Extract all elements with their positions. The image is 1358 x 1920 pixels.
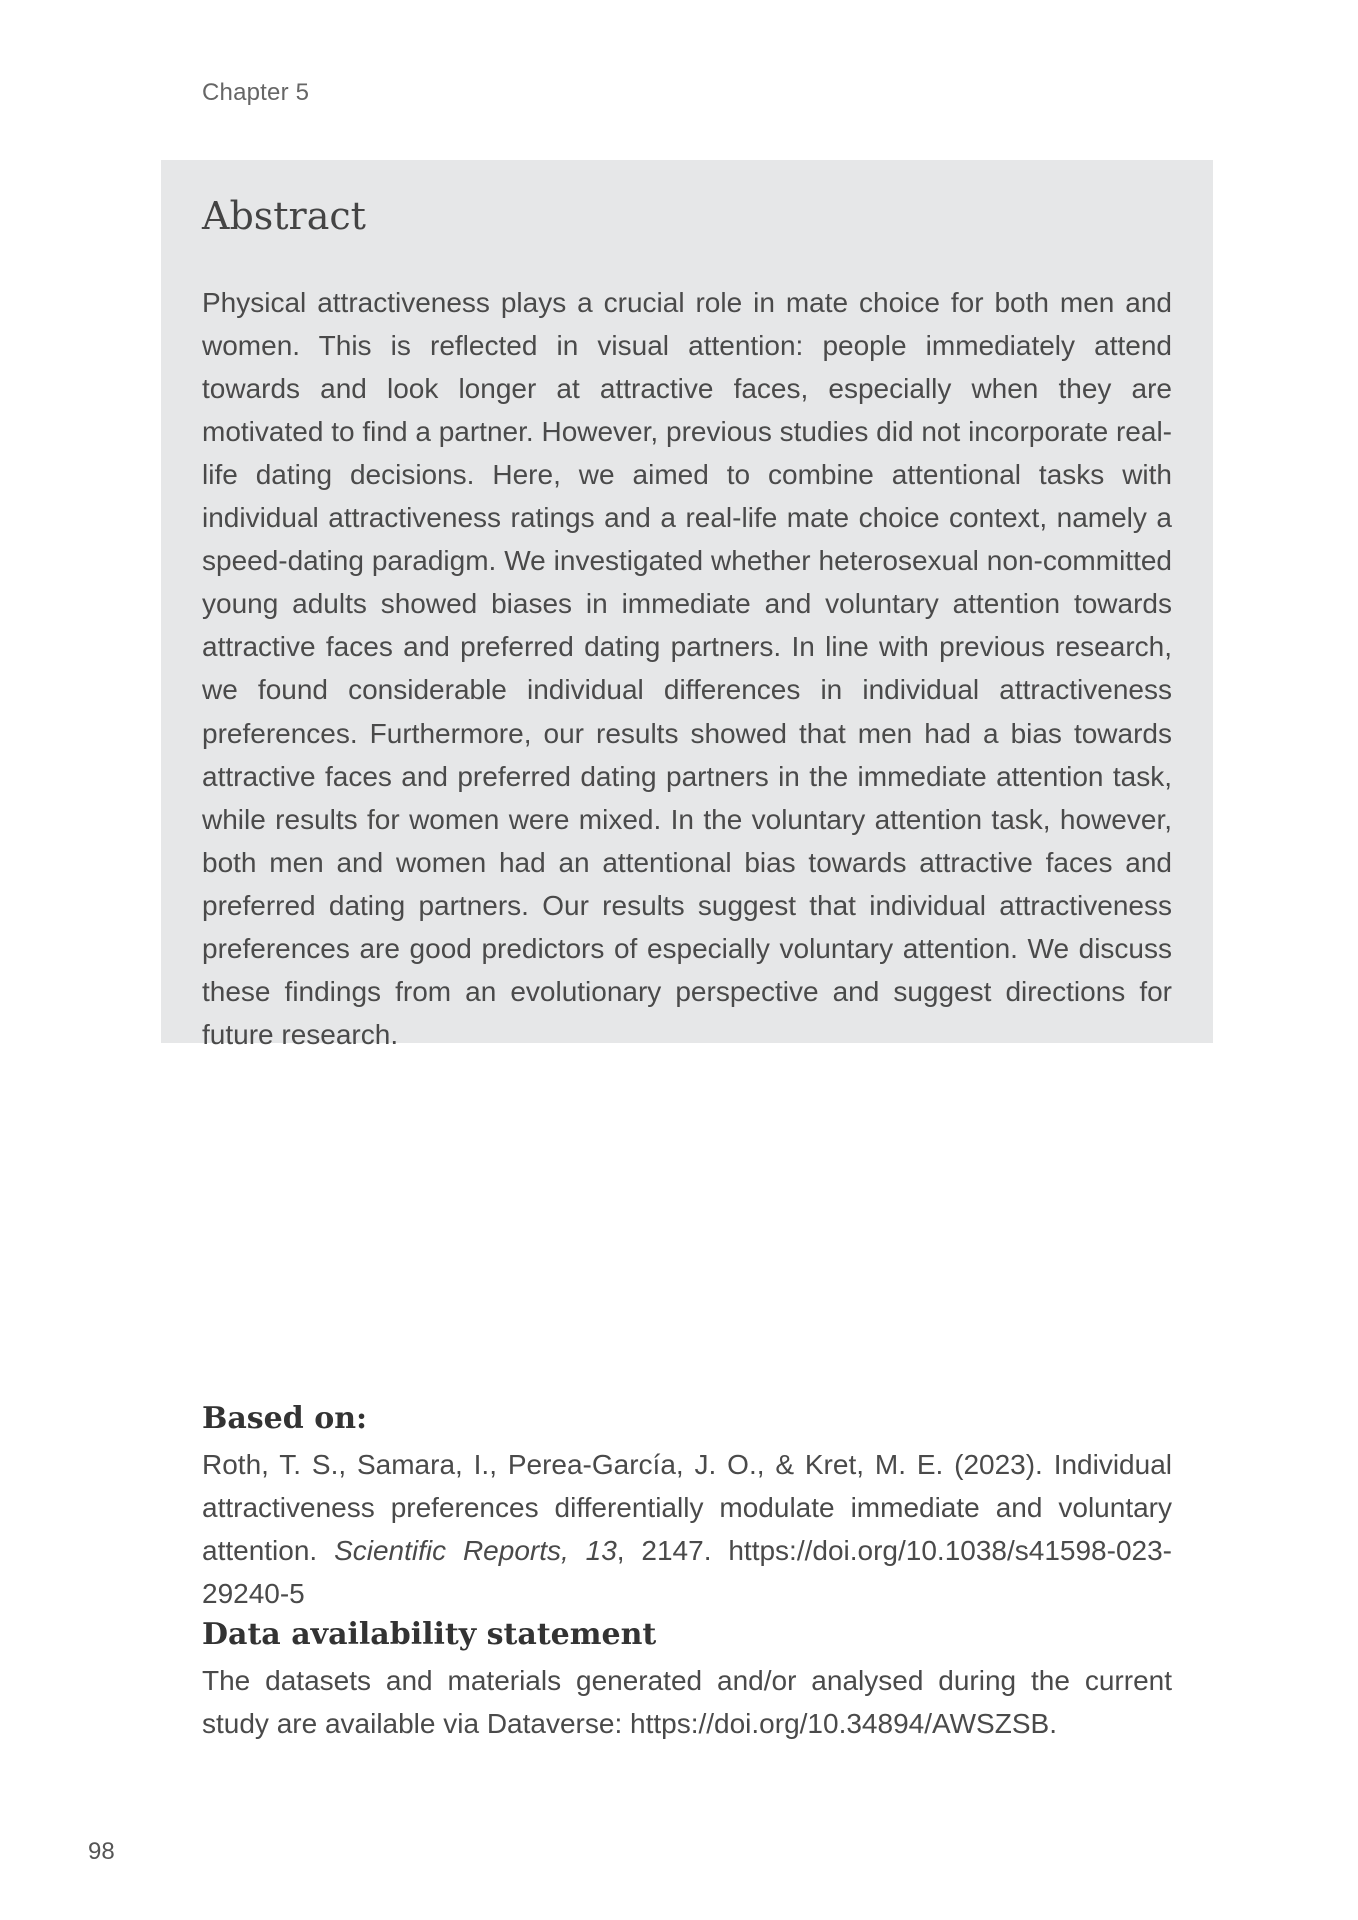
citation	[202, 1443, 1172, 1615]
citation-prefix: Roth, T. S., Samara, I., Perea-García, J. O., & Kret, M. E. (2023). Individual attractiveness preferences differentially modulate immediate and voluntary attention.	[202, 1448, 1172, 1566]
abstract-text: Physical attractiveness plays a crucial role in mate choice for both men and women. This is reflected in visual attention: people immediately attend towards and look longer at attractive faces, especially when they are motivated to find a partner. However, previous studies did not incorporate real-life dating decisions. Here, we aimed to combine attentional tasks with individual attractiveness ratings and a real-life mate choice context, namely a speed-dating paradigm. We investigated whether heterosexual non-committed young adults showed biases in immediate and voluntary attention towards attractive faces and preferred dating partners. In line with previous research, we found considerable individual differences in individual attractiveness preferences. Furthermore, our results showed that men had a bias towards attractive faces and preferred dating partners in the immediate attention task, while results for women were mixed. In the voluntary attention task, however, both men and women had an attentional bias towards attractive faces and preferred dating partners. Our results suggest that individual attractiveness preferences are good predictors of especially voluntary attention. We discuss these findings from an evolutionary perspective and suggest directions for future research.	[202, 286, 1172, 1051]
citation-suffix: , 2147. https://doi.org/10.1038/s41598-023-29240-5	[202, 1534, 1172, 1609]
data-availability-heading: Data availability statement	[202, 1617, 657, 1652]
data-availability-text: The datasets and materials generated and/or analysed during the current study are available via Dataverse: https://doi.org/10.34894/AWSZSB.	[202, 1664, 1172, 1739]
based-on-section	[202, 1400, 1172, 1615]
data-availability-section	[202, 1616, 1172, 1745]
abstract-title: Abstract	[202, 194, 366, 238]
running-header: Chapter 5	[202, 79, 310, 106]
based-on-heading: Based on:	[202, 1401, 368, 1436]
citation-journal: Scientific Reports, 13	[334, 1534, 617, 1566]
abstract-box	[161, 160, 1213, 1051]
page-number: 98	[88, 1838, 115, 1865]
